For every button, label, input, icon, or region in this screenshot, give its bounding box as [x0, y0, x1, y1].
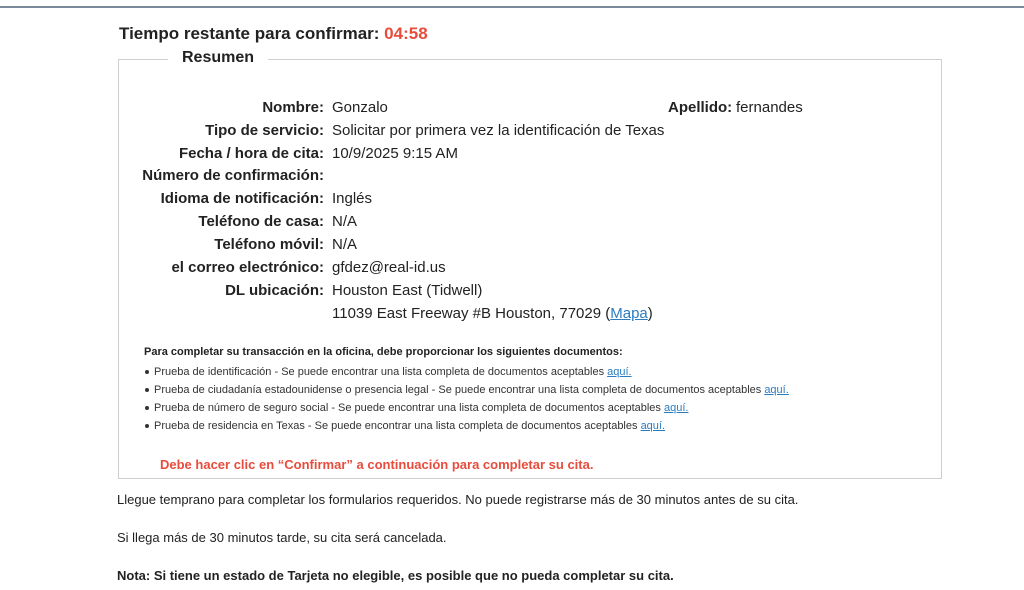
document-text: Prueba de ciudadanía estadounidense o presencia legal - Se puede encontrar una lista completa de documentos aceptables — [154, 384, 765, 396]
tel-casa-label: Teléfono de casa: — [198, 213, 324, 230]
ubicacion-address: 11039 East Freeway #B Houston, 77029 ( — [332, 305, 611, 322]
nombre-value: Gonzalo — [332, 99, 388, 116]
ineligible-card-note: Nota: Si tiene un estado de Tarjeta no elegible, es posible que no pueda completar su cita. — [117, 568, 674, 583]
apellido-label: Apellido: — [668, 99, 733, 116]
list-item — [144, 417, 789, 435]
ubicacion-address-line — [332, 304, 653, 324]
correo-label: el correo electrónico: — [171, 259, 324, 276]
confirmacion-label: Número de confirmación: — [142, 167, 324, 184]
tel-movil-label: Teléfono móvil: — [214, 236, 324, 253]
documents-link-seguro-social[interactable]: aquí. — [664, 402, 689, 414]
confirm-timer — [119, 24, 428, 44]
timer-countdown: 04:58 — [384, 24, 428, 43]
list-item — [144, 381, 789, 399]
servicio-label: Tipo de servicio: — [205, 122, 324, 139]
document-text: Prueba de identificación - Se puede encontrar una lista completa de documentos aceptables — [154, 366, 608, 378]
correo-value: gfdez@real-id.us — [332, 259, 446, 276]
documents-link-ciudadania[interactable]: aquí. — [764, 384, 789, 396]
map-link[interactable]: Mapa — [610, 305, 648, 322]
tel-movil-value: N/A — [332, 236, 358, 253]
confirm-instruction: Debe hacer clic en “Confirmar” a continuación para completar su cita. — [160, 457, 594, 472]
fecha-value: 10/9/2025 9:15 AM — [332, 145, 458, 162]
ubicacion-close-paren: ) — [647, 305, 653, 322]
summary-legend: Resumen — [168, 49, 268, 67]
row-ubicacion — [0, 281, 1024, 301]
document-text: Prueba de residencia en Texas - Se puede encontrar una lista completa de documentos aceptables — [154, 420, 641, 432]
servicio-value: Solicitar por primera vez la identificación de Texas — [332, 122, 665, 139]
row-servicio — [0, 121, 1024, 141]
fecha-label: Fecha / hora de cita: — [178, 145, 324, 162]
row-tel-casa — [0, 212, 1024, 232]
list-item — [144, 399, 789, 417]
timer-label: Tiempo restante para confirmar: — [119, 24, 380, 43]
idioma-label: Idioma de notificación: — [160, 190, 324, 207]
documents-intro: Para completar su transacción en la oficina, debe proporcionar los siguientes documentos: — [144, 346, 623, 358]
row-correo — [0, 258, 1024, 278]
row-confirmacion — [0, 166, 1024, 186]
row-tel-movil — [0, 235, 1024, 255]
row-direccion — [0, 304, 1024, 324]
documents-link-residencia[interactable]: aquí. — [640, 420, 666, 432]
documents-link-identificacion[interactable]: aquí. — [607, 366, 632, 378]
documents-list — [144, 363, 789, 435]
list-item — [144, 363, 789, 381]
row-idioma — [0, 189, 1024, 209]
ubicacion-label: DL ubicación: — [225, 282, 324, 299]
idioma-value: Inglés — [332, 190, 373, 207]
nombre-label: Nombre: — [262, 99, 324, 116]
tel-casa-value: N/A — [332, 213, 358, 230]
document-text: Prueba de número de seguro social - Se puede encontrar una lista completa de documentos aceptables — [154, 402, 664, 414]
early-arrival-note: Llegue temprano para completar los formularios requeridos. No puede registrarse más de 30 minutos antes de su cita. — [117, 492, 799, 507]
top-divider — [0, 6, 1024, 8]
apellido-value: fernandes — [736, 99, 803, 116]
late-arrival-note: Si llega más de 30 minutos tarde, su cita será cancelada. — [117, 530, 447, 545]
row-nombre — [0, 98, 1024, 118]
row-fecha — [0, 144, 1024, 164]
ubicacion-name: Houston East (Tidwell) — [332, 282, 483, 299]
